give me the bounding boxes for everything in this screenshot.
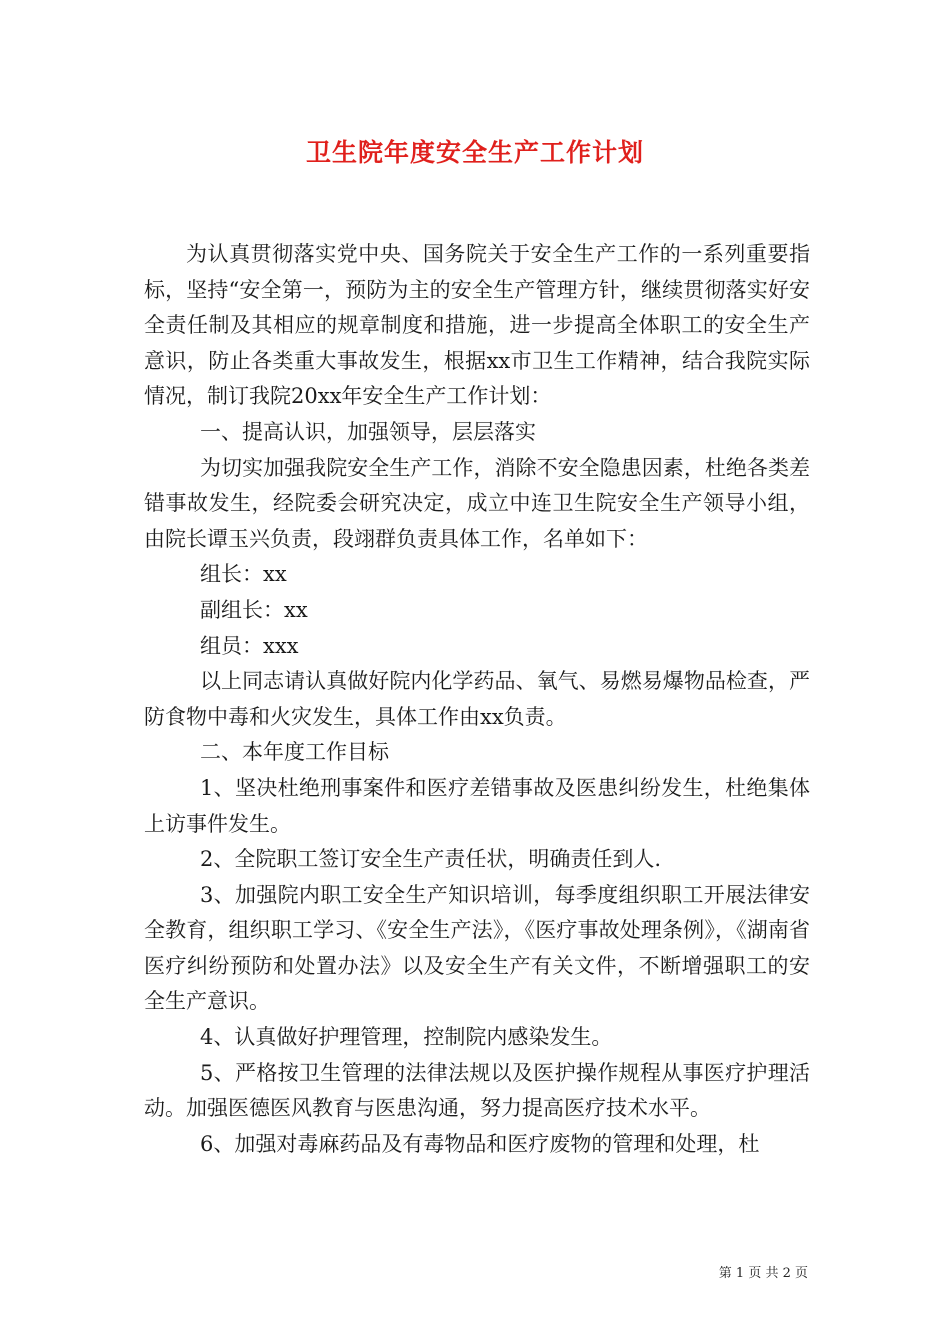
list-item: 5、严格按卫生管理的法律法规以及医护操作规程从事医疗护理活动。加强医德医风教育与医患沟通，努力提高医疗技术水平。 [144, 1060, 810, 1121]
section-heading-2: 二、本年度工作目标 [200, 740, 389, 765]
intro-paragraph: 为认真贯彻落实党中央、国务院关于安全生产工作的一系列重要指标，坚持“安全第一，预防为主的安全生产管理方针，继续贯彻落实好安全责任制及其相应的规章制度和措施，进一步提高全体职工的安全生产意识，防止各类重大事故发生，根据xx市卫生工作精神，结合我院实际情况，制订我院20xx年安全生产工作计划： [144, 242, 810, 409]
document-title: 卫生院年度安全生产工作计划 [305, 138, 644, 167]
list-item: 4、认真做好护理管理，控制院内感染发生。 [200, 1025, 613, 1050]
paragraph: 以上同志请认真做好院内化学药品、氧气、易燃易爆物品检查，严防食物中毒和火灾发生，具体工作由xx负责。 [144, 669, 810, 729]
paragraph: 为切实加强我院安全生产工作，消除不安全隐患因素，杜绝各类差错事故发生，经院委会研究决定，成立中连卫生院安全生产领导小组，由院长谭玉兴负责，段翊群负责具体工作，名单如下： [144, 455, 810, 551]
list-item: 副组长：xx [200, 597, 308, 622]
page-number: 第 1 页 共 2 页 [718, 1266, 808, 1281]
list-item: 组长：xx [200, 562, 287, 587]
list-item: 6、加强对毒麻药品及有毒物品和医疗废物的管理和处理，杜 [200, 1131, 760, 1156]
list-item: 1、坚决杜绝刑事案件和医疗差错事故及医患纠纷发生，杜绝集体上访事件发生。 [144, 775, 810, 836]
list-item: 组员：xxx [200, 633, 299, 658]
document-body [144, 237, 810, 1162]
list-item: 3、加强院内职工安全生产知识培训，每季度组织职工开展法律安全教育，组织职工学习、《安全生产法》，《医疗事故处理条例》，《湖南省医疗纠纷预防和处置办法》以及安全生产有关文件，不断增强职工的安全生产意识。 [144, 882, 810, 1014]
list-item: 2、全院职工签订安全生产责任状，明确责任到人. [200, 847, 662, 872]
section-heading-1: 一、提高认识，加强领导，层层落实 [200, 419, 536, 444]
